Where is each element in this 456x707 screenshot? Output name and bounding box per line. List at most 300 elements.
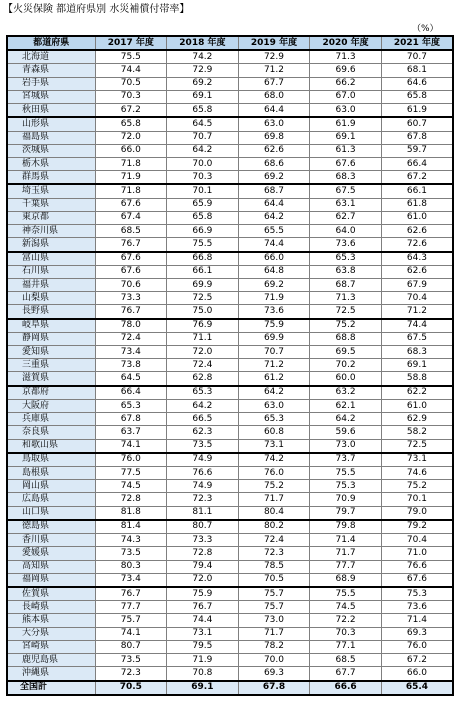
value-2018-cell: 72.8	[167, 547, 239, 560]
value-2020-cell: 62.7	[310, 211, 382, 224]
value-2020-cell: 68.5	[310, 654, 382, 667]
value-2017-cell: 73.4	[95, 346, 167, 359]
table-row	[7, 332, 453, 345]
value-2020-cell: 74.5	[310, 601, 382, 614]
value-2018-cell: 70.1	[167, 184, 239, 198]
value-2017-cell: 74.5	[95, 480, 167, 493]
table-row	[7, 252, 453, 266]
value-2017-cell: 73.3	[95, 292, 167, 305]
value-2021-cell: 70.1	[381, 493, 453, 506]
value-2017-cell: 78.0	[95, 319, 167, 333]
value-2020-cell: 71.4	[310, 534, 382, 547]
prefecture-cell: 静岡県	[7, 332, 95, 345]
value-2020-cell: 68.3	[310, 171, 382, 185]
table-row	[7, 144, 453, 157]
table-row	[7, 547, 453, 560]
value-2018-cell: 62.3	[167, 426, 239, 439]
total-label: 全国計	[7, 681, 95, 695]
prefecture-cell: 奈良県	[7, 426, 95, 439]
value-2018-cell: 64.2	[167, 399, 239, 412]
value-2021-cell: 66.1	[381, 184, 453, 198]
value-2020-cell: 63.2	[310, 386, 382, 400]
header-year-2017: 2017 年度	[95, 36, 167, 50]
prefecture-cell: 岩手県	[7, 77, 95, 90]
value-2020-cell: 77.7	[310, 560, 382, 573]
header-prefecture: 都道府県	[7, 36, 95, 50]
value-2017-cell: 66.0	[95, 144, 167, 157]
value-2017-cell: 67.2	[95, 104, 167, 118]
value-2020-cell: 68.9	[310, 573, 382, 587]
value-2018-cell: 81.1	[167, 506, 239, 520]
value-2018-cell: 74.9	[167, 480, 239, 493]
value-2021-cell: 62.6	[381, 265, 453, 278]
value-2021-cell: 59.7	[381, 144, 453, 157]
value-2019-cell: 74.4	[238, 238, 310, 252]
value-2019-cell: 75.2	[238, 480, 310, 493]
value-2019-cell: 64.2	[238, 386, 310, 400]
prefecture-cell: 香川県	[7, 534, 95, 547]
table-row	[7, 359, 453, 372]
value-2018-cell: 69.2	[167, 77, 239, 90]
value-2019-cell: 75.7	[238, 601, 310, 614]
prefecture-cell: 青森県	[7, 64, 95, 77]
prefecture-cell: 山口県	[7, 506, 95, 520]
value-2020-cell: 63.0	[310, 104, 382, 118]
table-row	[7, 587, 453, 601]
table-row	[7, 640, 453, 653]
value-2019-cell: 64.4	[238, 198, 310, 211]
value-2019-cell: 72.4	[238, 534, 310, 547]
value-2020-cell: 66.2	[310, 77, 382, 90]
value-2018-cell: 76.9	[167, 319, 239, 333]
table-row	[7, 627, 453, 640]
value-2020-cell: 69.6	[310, 64, 382, 77]
value-2021-cell: 64.6	[381, 77, 453, 90]
value-2017-cell: 77.5	[95, 467, 167, 480]
table-row	[7, 90, 453, 103]
prefecture-cell: 大阪府	[7, 399, 95, 412]
value-2020-total: 66.6	[310, 681, 382, 695]
value-2018-cell: 66.5	[167, 413, 239, 426]
table-row	[7, 225, 453, 238]
table-row	[7, 278, 453, 291]
value-2017-cell: 80.3	[95, 560, 167, 573]
value-2020-cell: 77.1	[310, 640, 382, 653]
value-2020-cell: 67.7	[310, 667, 382, 681]
value-2019-cell: 68.6	[238, 157, 310, 170]
value-2017-cell: 67.8	[95, 413, 167, 426]
value-2019-cell: 71.2	[238, 359, 310, 372]
prefecture-cell: 新潟県	[7, 238, 95, 252]
value-2019-cell: 73.1	[238, 439, 310, 453]
value-2021-cell: 79.2	[381, 520, 453, 534]
unit-label: （%）	[412, 24, 439, 34]
prefecture-cell: 山形県	[7, 117, 95, 131]
value-2018-cell: 72.4	[167, 359, 239, 372]
value-2019-cell: 65.5	[238, 225, 310, 238]
value-2020-cell: 69.1	[310, 131, 382, 144]
value-2021-cell: 68.1	[381, 64, 453, 77]
value-2019-cell: 80.4	[238, 506, 310, 520]
prefecture-cell: 福井県	[7, 278, 95, 291]
value-2018-cell: 74.2	[167, 50, 239, 64]
value-2018-cell: 73.3	[167, 534, 239, 547]
value-2019-cell: 71.7	[238, 493, 310, 506]
value-2019-cell: 69.2	[238, 171, 310, 185]
table-row	[7, 292, 453, 305]
value-2017-cell: 72.3	[95, 667, 167, 681]
prefecture-cell: 長野県	[7, 305, 95, 319]
value-2017-cell: 67.4	[95, 211, 167, 224]
table-body	[7, 50, 453, 695]
value-2018-cell: 72.3	[167, 493, 239, 506]
value-2020-cell: 72.2	[310, 614, 382, 627]
prefecture-cell: 山梨県	[7, 292, 95, 305]
value-2018-cell: 70.8	[167, 667, 239, 681]
table-row	[7, 399, 453, 412]
value-2019-cell: 64.4	[238, 104, 310, 118]
value-2017-cell: 63.7	[95, 426, 167, 439]
value-2018-cell: 72.0	[167, 573, 239, 587]
value-2017-cell: 76.7	[95, 305, 167, 319]
value-2020-cell: 67.5	[310, 184, 382, 198]
value-2018-cell: 70.3	[167, 171, 239, 185]
value-2021-cell: 68.3	[381, 346, 453, 359]
value-2019-cell: 71.2	[238, 64, 310, 77]
value-2018-cell: 75.9	[167, 587, 239, 601]
total-row	[7, 681, 453, 695]
prefecture-cell: 東京都	[7, 211, 95, 224]
value-2020-cell: 73.0	[310, 439, 382, 453]
value-2020-cell: 67.0	[310, 90, 382, 103]
prefecture-cell: 福岡県	[7, 573, 95, 587]
table-row	[7, 77, 453, 90]
prefecture-cell: 京都府	[7, 386, 95, 400]
table-row	[7, 131, 453, 144]
value-2019-cell: 66.0	[238, 252, 310, 266]
value-2017-cell: 76.0	[95, 453, 167, 467]
value-2018-cell: 72.0	[167, 346, 239, 359]
value-2021-cell: 71.2	[381, 305, 453, 319]
table-row	[7, 319, 453, 333]
table-row	[7, 520, 453, 534]
table-row	[7, 265, 453, 278]
value-2018-cell: 65.8	[167, 104, 239, 118]
value-2020-cell: 59.6	[310, 426, 382, 439]
prefecture-cell: 徳島県	[7, 520, 95, 534]
prefecture-cell: 福島県	[7, 131, 95, 144]
value-2017-cell: 77.7	[95, 601, 167, 614]
value-2021-cell: 66.0	[381, 667, 453, 681]
value-2021-cell: 74.6	[381, 467, 453, 480]
prefecture-cell: 高知県	[7, 560, 95, 573]
value-2019-cell: 71.7	[238, 627, 310, 640]
prefecture-cell: 鳥取県	[7, 453, 95, 467]
value-2017-cell: 75.7	[95, 614, 167, 627]
value-2021-cell: 73.6	[381, 601, 453, 614]
value-2019-cell: 60.8	[238, 426, 310, 439]
value-2017-cell: 74.3	[95, 534, 167, 547]
value-2021-cell: 64.3	[381, 252, 453, 266]
prefecture-cell: 岡山県	[7, 480, 95, 493]
prefecture-cell: 鹿児島県	[7, 654, 95, 667]
value-2017-cell: 66.4	[95, 386, 167, 400]
value-2020-cell: 68.7	[310, 278, 382, 291]
value-2019-cell: 74.2	[238, 453, 310, 467]
table-row	[7, 573, 453, 587]
value-2017-cell: 76.7	[95, 238, 167, 252]
value-2021-cell: 79.0	[381, 506, 453, 520]
value-2020-cell: 63.8	[310, 265, 382, 278]
table-row	[7, 386, 453, 400]
value-2017-cell: 65.8	[95, 117, 167, 131]
value-2018-total: 69.1	[167, 681, 239, 695]
value-2019-cell: 80.2	[238, 520, 310, 534]
table-row	[7, 534, 453, 547]
value-2017-cell: 73.5	[95, 654, 167, 667]
value-2020-cell: 70.9	[310, 493, 382, 506]
value-2021-cell: 76.6	[381, 560, 453, 573]
value-2017-cell: 71.8	[95, 184, 167, 198]
header-year-2018: 2018 年度	[167, 36, 239, 50]
value-2019-cell: 76.0	[238, 467, 310, 480]
data-table	[6, 35, 454, 696]
value-2021-cell: 61.0	[381, 399, 453, 412]
value-2019-cell: 78.5	[238, 560, 310, 573]
prefecture-cell: 長崎県	[7, 601, 95, 614]
value-2018-cell: 75.0	[167, 305, 239, 319]
value-2021-cell: 58.8	[381, 372, 453, 386]
value-2018-cell: 64.2	[167, 144, 239, 157]
value-2018-cell: 76.7	[167, 601, 239, 614]
page-title: 【火災保険 都道府県別 水災補償付帯率】	[3, 4, 190, 15]
prefecture-cell: 三重県	[7, 359, 95, 372]
value-2021-cell: 62.2	[381, 386, 453, 400]
value-2021-cell: 67.5	[381, 332, 453, 345]
table-row	[7, 372, 453, 386]
value-2019-cell: 61.2	[238, 372, 310, 386]
value-2017-cell: 67.6	[95, 198, 167, 211]
table-row	[7, 238, 453, 252]
value-2020-cell: 79.8	[310, 520, 382, 534]
value-2019-cell: 63.0	[238, 399, 310, 412]
value-2017-cell: 67.6	[95, 252, 167, 266]
table-row	[7, 467, 453, 480]
prefecture-cell: 島根県	[7, 467, 95, 480]
value-2019-cell: 69.2	[238, 278, 310, 291]
prefecture-cell: 熊本県	[7, 614, 95, 627]
value-2020-cell: 70.2	[310, 359, 382, 372]
prefecture-cell: 秋田県	[7, 104, 95, 118]
value-2021-cell: 67.6	[381, 573, 453, 587]
table-row	[7, 50, 453, 64]
table-row	[7, 667, 453, 681]
prefecture-cell: 群馬県	[7, 171, 95, 185]
value-2017-cell: 76.7	[95, 587, 167, 601]
value-2017-cell: 70.6	[95, 278, 167, 291]
value-2019-cell: 70.0	[238, 654, 310, 667]
value-2021-cell: 67.8	[381, 131, 453, 144]
value-2019-total: 67.8	[238, 681, 310, 695]
value-2018-cell: 69.1	[167, 90, 239, 103]
value-2018-cell: 74.4	[167, 614, 239, 627]
value-2017-cell: 65.3	[95, 399, 167, 412]
value-2018-cell: 75.5	[167, 238, 239, 252]
table-row	[7, 453, 453, 467]
value-2018-cell: 64.5	[167, 117, 239, 131]
value-2019-cell: 69.9	[238, 332, 310, 345]
value-2021-cell: 73.1	[381, 453, 453, 467]
value-2019-cell: 73.6	[238, 305, 310, 319]
value-2019-cell: 65.3	[238, 413, 310, 426]
value-2017-cell: 74.1	[95, 627, 167, 640]
value-2018-cell: 65.8	[167, 211, 239, 224]
value-2020-cell: 60.0	[310, 372, 382, 386]
value-2021-total: 65.4	[381, 681, 453, 695]
value-2018-cell: 66.1	[167, 265, 239, 278]
value-2019-cell: 69.3	[238, 667, 310, 681]
prefecture-cell: 北海道	[7, 50, 95, 64]
value-2021-cell: 71.0	[381, 547, 453, 560]
table-row	[7, 157, 453, 170]
value-2020-cell: 67.6	[310, 157, 382, 170]
value-2021-cell: 60.7	[381, 117, 453, 131]
value-2017-cell: 72.8	[95, 493, 167, 506]
prefecture-cell: 石川県	[7, 265, 95, 278]
value-2019-cell: 72.3	[238, 547, 310, 560]
table-row	[7, 171, 453, 185]
value-2019-cell: 64.2	[238, 211, 310, 224]
table-row	[7, 601, 453, 614]
value-2021-cell: 58.2	[381, 426, 453, 439]
value-2018-cell: 73.5	[167, 439, 239, 453]
table-row	[7, 614, 453, 627]
header-year-2019: 2019 年度	[238, 36, 310, 50]
value-2020-cell: 61.3	[310, 144, 382, 157]
value-2021-cell: 62.9	[381, 413, 453, 426]
value-2020-cell: 73.6	[310, 238, 382, 252]
value-2020-cell: 73.7	[310, 453, 382, 467]
value-2018-cell: 80.7	[167, 520, 239, 534]
value-2019-cell: 75.7	[238, 587, 310, 601]
value-2021-cell: 74.4	[381, 319, 453, 333]
value-2021-cell: 69.3	[381, 627, 453, 640]
table-row	[7, 413, 453, 426]
value-2017-cell: 81.4	[95, 520, 167, 534]
value-2020-cell: 62.1	[310, 399, 382, 412]
value-2019-cell: 71.9	[238, 292, 310, 305]
prefecture-cell: 宮崎県	[7, 640, 95, 653]
value-2019-cell: 68.0	[238, 90, 310, 103]
value-2020-cell: 72.5	[310, 305, 382, 319]
prefecture-cell: 大分県	[7, 627, 95, 640]
prefecture-cell: 和歌山県	[7, 439, 95, 453]
value-2021-cell: 70.4	[381, 534, 453, 547]
table-row	[7, 439, 453, 453]
value-2020-cell: 71.3	[310, 292, 382, 305]
value-2018-cell: 70.7	[167, 131, 239, 144]
prefecture-cell: 岐阜県	[7, 319, 95, 333]
value-2018-cell: 72.9	[167, 64, 239, 77]
prefecture-cell: 宮城県	[7, 90, 95, 103]
prefecture-cell: 埼玉県	[7, 184, 95, 198]
prefecture-cell: 愛媛県	[7, 547, 95, 560]
value-2021-cell: 67.2	[381, 171, 453, 185]
value-2017-cell: 70.3	[95, 90, 167, 103]
prefecture-cell: 茨城県	[7, 144, 95, 157]
value-2021-cell: 61.9	[381, 104, 453, 118]
prefecture-cell: 千葉県	[7, 198, 95, 211]
value-2020-cell: 79.7	[310, 506, 382, 520]
table-row	[7, 493, 453, 506]
value-2019-cell: 78.2	[238, 640, 310, 653]
value-2017-cell: 75.5	[95, 50, 167, 64]
value-2019-cell: 72.9	[238, 50, 310, 64]
value-2021-cell: 62.6	[381, 225, 453, 238]
value-2018-cell: 79.4	[167, 560, 239, 573]
value-2020-cell: 68.8	[310, 332, 382, 345]
value-2020-cell: 63.1	[310, 198, 382, 211]
value-2021-cell: 67.2	[381, 654, 453, 667]
header-row	[7, 36, 453, 50]
value-2021-cell: 70.4	[381, 292, 453, 305]
value-2019-cell: 73.0	[238, 614, 310, 627]
table-row	[7, 117, 453, 131]
value-2021-cell: 71.4	[381, 614, 453, 627]
value-2021-cell: 75.2	[381, 480, 453, 493]
value-2017-cell: 73.5	[95, 547, 167, 560]
value-2020-cell: 75.5	[310, 587, 382, 601]
value-2018-cell: 79.5	[167, 640, 239, 653]
table-row	[7, 198, 453, 211]
prefecture-cell: 神奈川県	[7, 225, 95, 238]
value-2019-cell: 70.5	[238, 573, 310, 587]
value-2017-cell: 64.5	[95, 372, 167, 386]
value-2020-cell: 75.5	[310, 467, 382, 480]
prefecture-cell: 沖縄県	[7, 667, 95, 681]
prefecture-cell: 広島県	[7, 493, 95, 506]
value-2018-cell: 73.1	[167, 627, 239, 640]
value-2020-cell: 61.9	[310, 117, 382, 131]
table-row	[7, 480, 453, 493]
value-2019-cell: 75.9	[238, 319, 310, 333]
value-2021-cell: 72.6	[381, 238, 453, 252]
value-2021-cell: 69.1	[381, 359, 453, 372]
value-2019-cell: 70.7	[238, 346, 310, 359]
value-2018-cell: 70.0	[167, 157, 239, 170]
value-2019-cell: 62.6	[238, 144, 310, 157]
value-2019-cell: 69.8	[238, 131, 310, 144]
value-2017-cell: 74.4	[95, 64, 167, 77]
value-2021-cell: 65.8	[381, 90, 453, 103]
table-row	[7, 64, 453, 77]
prefecture-cell: 栃木県	[7, 157, 95, 170]
value-2018-cell: 69.9	[167, 278, 239, 291]
value-2020-cell: 69.5	[310, 346, 382, 359]
table-row	[7, 560, 453, 573]
value-2018-cell: 65.9	[167, 198, 239, 211]
table-row	[7, 426, 453, 439]
value-2018-cell: 62.8	[167, 372, 239, 386]
value-2020-cell: 70.3	[310, 627, 382, 640]
value-2019-cell: 68.7	[238, 184, 310, 198]
value-2021-cell: 70.7	[381, 50, 453, 64]
value-2020-cell: 71.7	[310, 547, 382, 560]
prefecture-cell: 富山県	[7, 252, 95, 266]
prefecture-cell: 兵庫県	[7, 413, 95, 426]
value-2021-cell: 75.3	[381, 587, 453, 601]
table-row	[7, 346, 453, 359]
